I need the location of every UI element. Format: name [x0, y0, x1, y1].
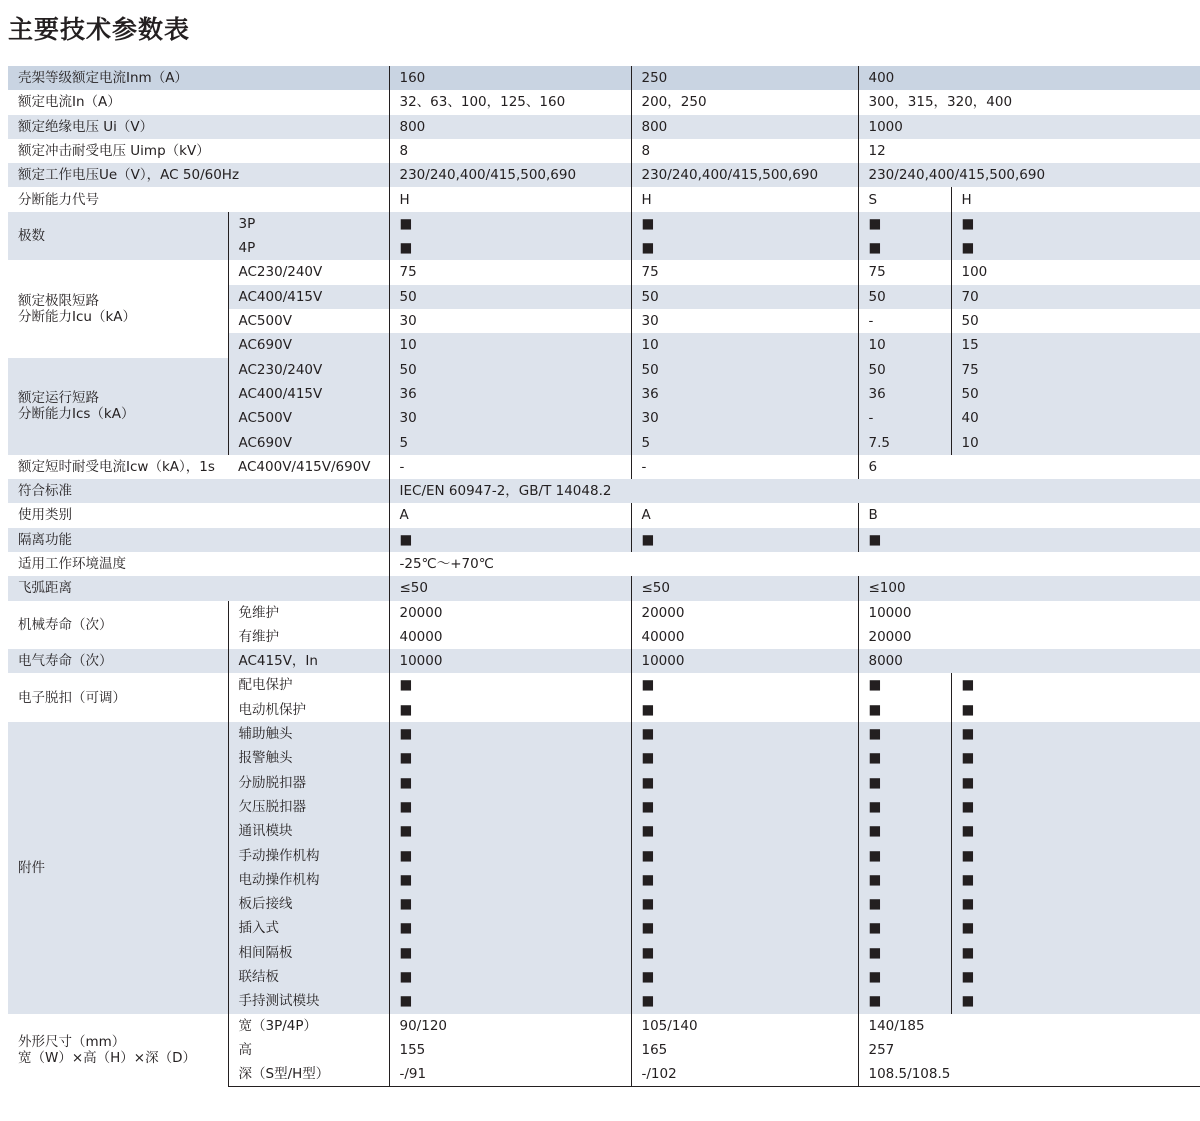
- table-cell: ■: [858, 819, 951, 843]
- table-cell: ■: [951, 868, 1200, 892]
- dim-label-line1: 外形尺寸（mm）: [18, 1034, 126, 1051]
- table-cell: ■: [858, 722, 951, 746]
- table-cell: 50: [858, 285, 951, 309]
- table-cell: ■: [631, 844, 858, 868]
- table-cell: S: [858, 187, 951, 211]
- table-cell: 20000: [631, 601, 858, 625]
- table-cell: ■: [858, 212, 951, 236]
- row-sublabel: 联结板: [228, 965, 389, 989]
- row-sublabel: AC690V: [228, 430, 389, 454]
- table-cell: ■: [951, 844, 1200, 868]
- table-cell: ■: [858, 528, 1200, 552]
- table-cell: -/102: [631, 1062, 858, 1087]
- table-cell: H: [631, 187, 858, 211]
- table-row: [8, 673, 1200, 697]
- row-group-label: [8, 1014, 228, 1087]
- row-sublabel: AC230/240V: [228, 358, 389, 382]
- table-cell: ■: [951, 698, 1200, 722]
- table-cell: 230/240,400/415,500,690: [631, 163, 858, 187]
- table-cell: ■: [858, 868, 951, 892]
- row-sublabel: 辅助触头: [228, 722, 389, 746]
- table-cell: ■: [631, 528, 858, 552]
- table-cell: A: [631, 503, 858, 527]
- table-cell: -: [858, 406, 951, 430]
- table-cell: ■: [631, 819, 858, 843]
- row-sublabel: AC690V: [228, 333, 389, 357]
- table-cell: 12: [858, 139, 1200, 163]
- table-cell: ■: [951, 795, 1200, 819]
- table-cell: ■: [858, 989, 951, 1013]
- table-cell: 70: [951, 285, 1200, 309]
- table-cell: 30: [631, 406, 858, 430]
- table-cell: ■: [951, 941, 1200, 965]
- table-row: [8, 212, 1200, 236]
- table-cell: 105/140: [631, 1014, 858, 1038]
- row-sublabel: 相间隔板: [228, 941, 389, 965]
- table-cell: 10000: [631, 649, 858, 673]
- table-row: [8, 455, 1200, 479]
- table-cell: ■: [951, 746, 1200, 770]
- table-row: [8, 601, 1200, 625]
- table-row: [8, 90, 1200, 114]
- ics-label-line2: 分断能力Ics（kA）: [18, 406, 135, 423]
- table-cell: ■: [631, 989, 858, 1013]
- table-cell: ■: [858, 236, 951, 260]
- table-cell: 50: [858, 358, 951, 382]
- row-sublabel: 手持测试模块: [228, 989, 389, 1013]
- table-cell: ■: [631, 868, 858, 892]
- table-cell: ■: [389, 844, 631, 868]
- table-cell: H: [389, 187, 631, 211]
- row-sublabel: AC400/415V: [228, 285, 389, 309]
- table-cell: ■: [951, 892, 1200, 916]
- row-sublabel: 板后接线: [228, 892, 389, 916]
- table-cell: 10: [951, 430, 1200, 454]
- table-cell: 5: [631, 430, 858, 454]
- table-cell: 75: [951, 358, 1200, 382]
- table-row: [8, 1014, 1200, 1038]
- table-cell: ■: [631, 673, 858, 697]
- table-row: [8, 358, 1200, 382]
- row-label: 使用类别: [18, 507, 72, 524]
- table-row: [8, 576, 1200, 600]
- table-cell: -/91: [389, 1062, 631, 1087]
- table-cell: ■: [858, 844, 951, 868]
- table-cell: A: [389, 503, 631, 527]
- table-cell: -: [631, 455, 858, 479]
- table-cell: ■: [858, 941, 951, 965]
- table-cell: ■: [389, 236, 631, 260]
- row-sublabel: 通讯模块: [228, 819, 389, 843]
- table-cell: 10000: [389, 649, 631, 673]
- table-cell: ■: [389, 528, 631, 552]
- table-cell: 75: [389, 260, 631, 284]
- table-cell: 30: [389, 309, 631, 333]
- row-label: 隔离功能: [8, 528, 389, 552]
- table-cell: ■: [951, 819, 1200, 843]
- table-cell: ■: [951, 771, 1200, 795]
- table-cell: 257: [858, 1038, 1200, 1062]
- table-cell: ■: [858, 698, 951, 722]
- table-cell: -: [858, 309, 951, 333]
- table-cell: ■: [858, 771, 951, 795]
- row-sublabel: 免维护: [228, 601, 389, 625]
- table-cell: ≤100: [858, 576, 1200, 600]
- table-cell: 165: [631, 1038, 858, 1062]
- table-cell: 32、63、100，125、160: [389, 90, 631, 114]
- table-cell: 30: [631, 309, 858, 333]
- table-cell: 800: [631, 115, 858, 139]
- table-cell: 10: [389, 333, 631, 357]
- row-group-label: [8, 358, 228, 455]
- table-cell: 5: [389, 430, 631, 454]
- table-cell: ■: [389, 868, 631, 892]
- table-cell: -: [389, 455, 631, 479]
- row-sublabel: 有维护: [228, 625, 389, 649]
- table-cell: 300，315，320，400: [858, 90, 1200, 114]
- table-cell: 230/240,400/415,500,690: [389, 163, 631, 187]
- row-sublabel: AC500V: [228, 309, 389, 333]
- table-row: [8, 528, 1200, 552]
- row-group-label: 附件: [8, 722, 228, 1014]
- table-cell: ■: [631, 941, 858, 965]
- table-cell: ■: [858, 673, 951, 697]
- table-cell: ■: [951, 722, 1200, 746]
- icu-label-line2: 分断能力Icu（kA）: [18, 308, 137, 325]
- table-cell: ■: [389, 916, 631, 940]
- table-cell: H: [951, 187, 1200, 211]
- table-cell: ≤50: [631, 576, 858, 600]
- row-sublabel: AC500V: [228, 406, 389, 430]
- table-cell: ■: [389, 771, 631, 795]
- row-sublabel: 深（S型/H型）: [228, 1062, 389, 1087]
- table-cell: 20000: [858, 625, 1200, 649]
- table-cell: ■: [389, 746, 631, 770]
- table-row: [8, 115, 1200, 139]
- table-cell: ■: [389, 965, 631, 989]
- row-sublabel: 4P: [228, 236, 389, 260]
- table-row: [8, 66, 1200, 90]
- table-cell: ■: [389, 698, 631, 722]
- row-sublabel: AC230/240V: [228, 260, 389, 284]
- table-cell: 800: [389, 115, 631, 139]
- table-cell: ■: [631, 916, 858, 940]
- table-cell: 8000: [858, 649, 1200, 673]
- table-cell: 75: [858, 260, 951, 284]
- table-cell: ■: [631, 892, 858, 916]
- table-cell: ■: [389, 819, 631, 843]
- row-label: 额定冲击耐受电压 Uimp（kV）: [18, 142, 210, 159]
- row-label: 额定电流In（A）: [18, 94, 121, 111]
- table-cell: 100: [951, 260, 1200, 284]
- table-cell: ■: [858, 746, 951, 770]
- table-row: [8, 479, 1200, 503]
- table-cell: 75: [631, 260, 858, 284]
- page-title: 主要技术参数表: [8, 15, 191, 44]
- icu-label-line1: 额定极限短路: [18, 292, 99, 309]
- table-cell: 40: [951, 406, 1200, 430]
- table-cell: 36: [389, 382, 631, 406]
- row-sublabel: 宽（3P/4P）: [228, 1014, 389, 1038]
- table-cell: 30: [389, 406, 631, 430]
- dim-label-line2: 宽（W）×高（H）×深（D）: [18, 1050, 197, 1067]
- table-cell: 50: [631, 358, 858, 382]
- row-group-label: 极数: [8, 212, 228, 261]
- row-label: 电气寿命（次）: [8, 649, 228, 673]
- row-label: 额定绝缘电压 Ui（V）: [8, 115, 389, 139]
- row-sublabel: 电动操作机构: [228, 868, 389, 892]
- table-cell: 50: [951, 309, 1200, 333]
- table-cell: 36: [858, 382, 951, 406]
- table-cell: ■: [631, 795, 858, 819]
- table-cell: 7.5: [858, 430, 951, 454]
- row-sublabel: 3P: [228, 212, 389, 236]
- table-cell: ■: [631, 771, 858, 795]
- row-sublabel: AC400V/415V/690V: [238, 458, 371, 475]
- table-cell: 6: [858, 455, 1200, 479]
- spec-table: [8, 66, 1200, 1087]
- table-row: [8, 649, 1200, 673]
- table-cell: ■: [631, 698, 858, 722]
- table-cell: ■: [389, 941, 631, 965]
- row-label: 飞弧距离: [8, 576, 389, 600]
- table-cell: 8: [631, 139, 858, 163]
- table-cell: ≤50: [389, 576, 631, 600]
- row-sublabel: 欠压脱扣器: [228, 795, 389, 819]
- table-cell: ■: [631, 722, 858, 746]
- ics-label-line1: 额定运行短路: [18, 389, 99, 406]
- table-cell: ■: [389, 892, 631, 916]
- row-sublabel: AC400/415V: [228, 382, 389, 406]
- table-cell: ■: [389, 212, 631, 236]
- table-cell: -25℃～+70℃: [389, 552, 1200, 576]
- table-cell: 200，250: [631, 90, 858, 114]
- table-cell: ■: [951, 673, 1200, 697]
- table-cell: ■: [858, 892, 951, 916]
- table-cell: 10: [858, 333, 951, 357]
- table-cell: B: [858, 503, 1200, 527]
- table-row: [8, 139, 1200, 163]
- table-cell: 8: [389, 139, 631, 163]
- table-row: [8, 552, 1200, 576]
- table-cell: ■: [951, 236, 1200, 260]
- table-cell: ■: [951, 989, 1200, 1013]
- row-label: 符合标准: [8, 479, 389, 503]
- row-group-label: 电子脱扣（可调）: [8, 673, 228, 722]
- row-sublabel: 电动机保护: [228, 698, 389, 722]
- table-cell: ■: [951, 916, 1200, 940]
- row-group-label: [8, 260, 228, 357]
- table-cell: 50: [951, 382, 1200, 406]
- row-sublabel: AC415V，In: [228, 649, 389, 673]
- table-cell: ■: [951, 965, 1200, 989]
- table-cell: 1000: [858, 115, 1200, 139]
- table-cell: ■: [389, 673, 631, 697]
- row-label: 壳架等级额定电流Inm（A）: [8, 66, 389, 90]
- table-cell: 20000: [389, 601, 631, 625]
- table-cell: ■: [631, 746, 858, 770]
- table-cell: 10: [631, 333, 858, 357]
- table-cell: 40000: [631, 625, 858, 649]
- table-cell: 15: [951, 333, 1200, 357]
- table-cell: 50: [389, 358, 631, 382]
- table-cell: 155: [389, 1038, 631, 1062]
- table-cell: 160: [389, 66, 631, 90]
- row-sublabel: 插入式: [228, 916, 389, 940]
- table-cell: 10000: [858, 601, 1200, 625]
- table-row: [8, 187, 1200, 211]
- table-cell: ■: [858, 965, 951, 989]
- row-sublabel: 分励脱扣器: [228, 771, 389, 795]
- row-label: 额定工作电压Ue（V），AC 50/60Hz: [8, 163, 389, 187]
- table-cell: 108.5/108.5: [858, 1062, 1200, 1087]
- table-cell: 250: [631, 66, 858, 90]
- table-cell: 40000: [389, 625, 631, 649]
- row-sublabel: 高: [228, 1038, 389, 1062]
- table-cell: ■: [631, 965, 858, 989]
- table-cell: ■: [631, 212, 858, 236]
- table-cell: 90/120: [389, 1014, 631, 1038]
- row-sublabel: 报警触头: [228, 746, 389, 770]
- table-cell: 36: [631, 382, 858, 406]
- table-cell: ■: [858, 795, 951, 819]
- row-group-label: 机械寿命（次）: [8, 601, 228, 650]
- table-cell: ■: [631, 236, 858, 260]
- table-cell: ■: [389, 795, 631, 819]
- table-cell: ■: [951, 212, 1200, 236]
- row-sublabel: 手动操作机构: [228, 844, 389, 868]
- table-cell: 400: [858, 66, 1200, 90]
- table-cell: ■: [389, 722, 631, 746]
- table-cell: 50: [389, 285, 631, 309]
- table-cell: 230/240,400/415,500,690: [858, 163, 1200, 187]
- table-cell: IEC/EN 60947-2，GB/T 14048.2: [389, 479, 1200, 503]
- table-row: [8, 722, 1200, 746]
- table-cell: 140/185: [858, 1014, 1200, 1038]
- table-cell: ■: [858, 916, 951, 940]
- row-sublabel: 配电保护: [228, 673, 389, 697]
- row-label: 适用工作环境温度: [18, 555, 126, 572]
- row-label: 分断能力代号: [18, 191, 99, 208]
- row-label: 额定短时耐受电流Icw（kA），1s: [18, 458, 215, 475]
- table-row: [8, 163, 1200, 187]
- table-row: [8, 260, 1200, 284]
- table-row: [8, 503, 1200, 527]
- table-cell: 50: [631, 285, 858, 309]
- table-cell: ■: [389, 989, 631, 1013]
